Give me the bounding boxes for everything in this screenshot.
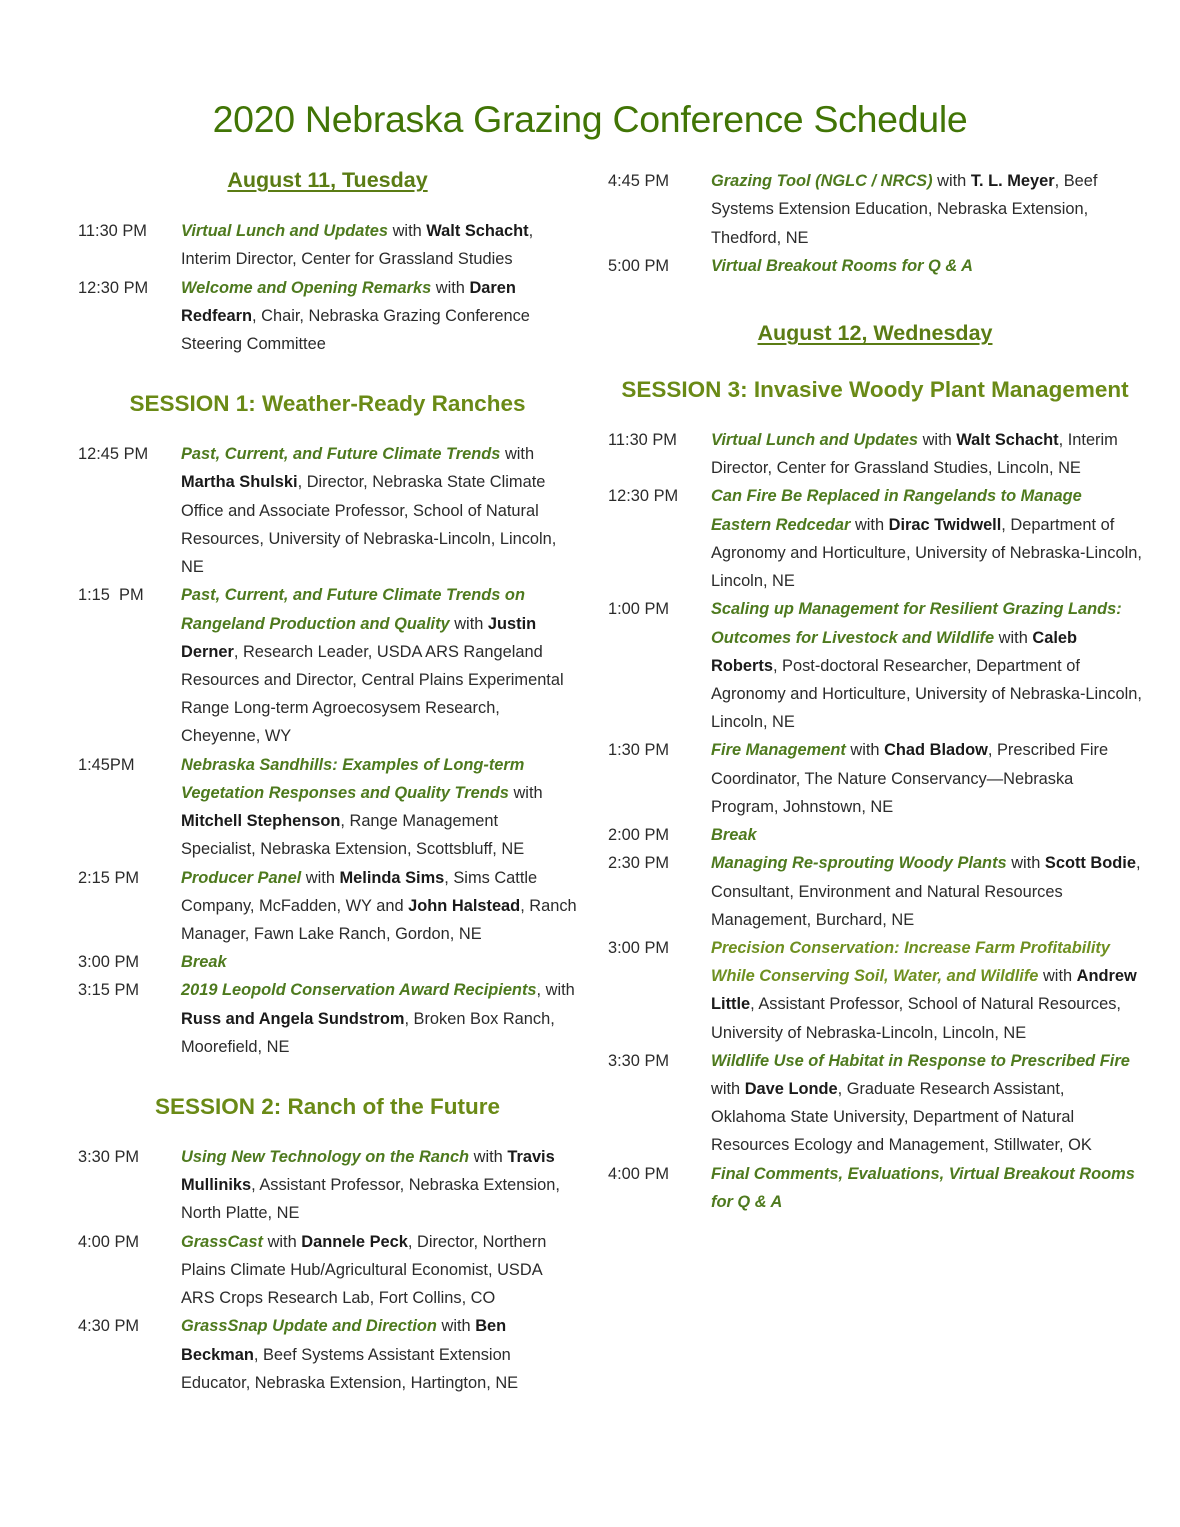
two-column-layout: [0, 167, 1180, 1397]
schedule-entry: [608, 934, 1142, 1047]
entry-time: 2:00 PM: [608, 826, 670, 845]
entry-title: Past, Current, and Future Climate Trends on Rangeland Production and Quality: [181, 586, 525, 633]
entry-speaker-name: T. L. Meyer: [970, 172, 1055, 191]
entry-affiliation-secondary: , Ranch Manager, Fawn Lake Ranch, Gordon, NE: [181, 896, 577, 943]
schedule-entry: [608, 167, 1142, 252]
entry-list-day1-morning: [78, 217, 577, 358]
schedule-entry: [608, 595, 1142, 736]
entry-time: 11:30 PM: [608, 431, 677, 449]
entry-speaker-name-secondary: John Halstead: [408, 896, 521, 915]
entry-time: 5:00 PM: [608, 256, 670, 275]
entry-title: Virtual Breakout Rooms for Q & A: [711, 256, 973, 275]
entry-speaker-name: Martha Shulski: [181, 473, 298, 492]
schedule-entry: [608, 252, 1142, 280]
entry-with-label: with: [845, 741, 885, 760]
entry-title: Fire Management: [711, 741, 846, 760]
entry-with-label: with: [436, 1317, 476, 1336]
schedule-entry: [608, 736, 1142, 821]
entry-with-label: with: [449, 614, 488, 633]
entry-body: [711, 426, 1142, 482]
entry-with-label: with: [469, 1147, 508, 1166]
entry-body: [181, 864, 577, 949]
entry-affiliation: , Beef Systems Assistant Extension Educator, Nebraska Extension, Hartington, NE: [181, 1345, 519, 1392]
session-heading-2: SESSION 2: Ranch of the Future: [154, 1094, 501, 1120]
entry-body: [181, 217, 577, 273]
entry-with-label: with: [301, 868, 340, 887]
entry-with-label: with: [500, 445, 535, 464]
entry-title: Welcome and Opening Remarks: [181, 278, 432, 297]
entry-title: Scaling up Management for Resilient Grazing Lands: Outcomes for Livestock and Wildlife: [711, 600, 1122, 647]
entry-body: [181, 948, 577, 976]
entry-body: [711, 482, 1142, 595]
entry-speaker-name: Dirac Twidwell: [888, 515, 1002, 534]
entry-speaker-name: Ben Beckman: [181, 1317, 507, 1364]
entry-affiliation: , Chair, Nebraska Grazing Conference Steering Committee: [181, 306, 530, 354]
entry-time: 12:45 PM: [78, 445, 149, 464]
entry-speaker-name: Chad Bladow: [884, 741, 988, 760]
entry-affiliation: , Beef Systems Extension Education, Nebraska Extension, Thedford, NE: [711, 172, 1098, 247]
entry-body: [711, 1047, 1142, 1160]
entry-time: 11:30 PM: [78, 222, 147, 241]
entry-title: GrassCast: [181, 1232, 264, 1251]
entry-title: Virtual Lunch and Updates: [711, 431, 919, 449]
entry-body: [711, 252, 1142, 280]
entry-body: [711, 167, 1142, 252]
entry-affiliation: , Interim Director, Center for Grassland Studies: [181, 222, 534, 269]
entry-affiliation: , Director, Nebraska State Climate Office and Associate Professor, School of Natural Resources, University of Nebraska-Lincoln, Lincoln, NE: [181, 473, 557, 577]
entry-speaker-name: Dave Londe: [744, 1080, 838, 1099]
entry-time: 3:00 PM: [78, 953, 140, 972]
entry-list-session-1: [78, 440, 577, 1061]
schedule-entry: [78, 274, 577, 359]
entry-body: [711, 1160, 1142, 1216]
schedule-entry: [78, 976, 577, 1061]
entry-with-label: with: [711, 1080, 745, 1099]
entry-speaker-name: Justin Derner: [181, 614, 537, 661]
entry-body: [181, 440, 577, 581]
entry-body: [181, 751, 577, 864]
entry-title: Past, Current, and Future Climate Trends: [181, 445, 501, 464]
schedule-entry: [78, 1143, 577, 1228]
entry-title: Precision Conservation: Increase Farm Profitability While Conserving Soil, Water, and Wildlife: [711, 938, 1110, 986]
schedule-entry: [78, 948, 577, 976]
entry-body: [711, 934, 1142, 1047]
entry-affiliation: , Assistant Professor, Nebraska Extension, North Platte, NE: [181, 1176, 560, 1223]
entry-time: 4:45 PM: [608, 172, 670, 191]
entry-body: [711, 821, 1142, 849]
entry-speaker-name: Dannele Peck: [301, 1232, 408, 1251]
date-heading-august-12: August 12, Wednesday: [757, 321, 993, 346]
entry-body: [181, 1143, 577, 1228]
entry-time: 4:00 PM: [78, 1232, 140, 1251]
entry-time: 4:00 PM: [608, 1164, 670, 1183]
schedule-entry: [78, 581, 577, 750]
entry-time: 1:30 PM: [608, 741, 670, 760]
entry-speaker-name: Travis Mulliniks: [181, 1147, 555, 1195]
schedule-entry: [78, 440, 577, 581]
entry-affiliation: , Prescribed Fire Coordinator, The Nature Conservancy—Nebraska Program, Johnstown, NE: [711, 741, 1109, 816]
schedule-entry: [608, 1160, 1142, 1216]
entry-time: 3:30 PM: [608, 1051, 670, 1070]
entry-speaker-name: Walt Schacht: [426, 222, 529, 241]
entry-title: Virtual Lunch and Updates: [181, 222, 389, 241]
entry-affiliation: , Post-doctoral Researcher, Department of Agronomy and Horticulture, University of Nebraska-Lincoln, Lincoln, NE: [711, 656, 1142, 732]
schedule-entry: [78, 1312, 577, 1397]
entry-with-label: with: [1038, 967, 1077, 986]
entry-time: 1:00 PM: [608, 600, 670, 619]
entry-affiliation: , Sims Cattle Company, McFadden, WY and: [181, 868, 538, 915]
entry-list-session-2: [78, 1143, 577, 1397]
entry-time: 3:00 PM: [608, 938, 670, 957]
schedule-entry: [78, 217, 577, 273]
entry-speaker-name: Andrew Little: [711, 967, 1137, 1014]
entry-affiliation: , Range Management Specialist, Nebraska Extension, Scottsbluff, NE: [181, 812, 525, 859]
entry-time: 4:30 PM: [78, 1317, 140, 1336]
entry-with-label: with: [994, 628, 1033, 647]
entry-affiliation: , Broken Box Ranch, Moorefield, NE: [181, 1009, 555, 1056]
entry-affiliation: , Graduate Research Assistant, Oklahoma State University, Department of Natural Resources Ecology and Management, Stillwater, OK: [711, 1080, 1092, 1155]
entry-body: [181, 1228, 577, 1313]
schedule-entry: [608, 821, 1142, 849]
entry-title: Nebraska Sandhills: Examples of Long-term Vegetation Responses and Quality Trends: [181, 755, 525, 802]
entry-list-day1-continued: [608, 167, 1142, 280]
entry-time: 1:15 PM: [78, 586, 144, 605]
entry-speaker-name: Mitchell Stephenson: [181, 812, 341, 831]
entry-title: Break: [181, 953, 227, 972]
entry-body: [181, 581, 577, 750]
entry-body: [181, 976, 577, 1061]
entry-with-label: with: [918, 431, 957, 449]
right-column: [595, 167, 1180, 1216]
entry-title: Using New Technology on the Ranch: [181, 1147, 470, 1166]
schedule-entry: [608, 849, 1142, 934]
entry-speaker-name: Melinda Sims: [339, 868, 445, 887]
entry-time: 2:15 PM: [78, 868, 140, 887]
page-title: 2020 Nebraska Grazing Conference Schedule: [212, 98, 968, 140]
entry-time: 1:45PM: [78, 755, 135, 774]
entry-time: 3:15 PM: [78, 981, 140, 1000]
entry-title: Wildlife Use of Habitat in Response to Prescribed Fire: [711, 1051, 1130, 1070]
schedule-entry: [608, 426, 1142, 482]
entry-body: [711, 595, 1142, 736]
entry-with-label: with: [263, 1232, 302, 1251]
entry-time: 2:30 PM: [608, 854, 670, 873]
entry-title: Break: [711, 826, 757, 845]
entry-speaker-name: Russ and Angela Sundstrom: [181, 1009, 405, 1028]
entry-with-label: with: [932, 172, 971, 191]
entry-time: 12:30 PM: [78, 278, 149, 297]
entry-time: 12:30 PM: [608, 487, 679, 506]
entry-affiliation: , Department of Agronomy and Horticulture, University of Nebraska-Lincoln, Lincoln, NE: [711, 515, 1142, 591]
entry-with-label: with: [850, 515, 889, 534]
entry-affiliation: , Assistant Professor, School of Natural Resources, University of Nebraska-Lincoln, Lincoln, NE: [711, 995, 1121, 1042]
entry-body: [711, 736, 1142, 821]
entry-list-session-3: [608, 426, 1142, 1216]
entry-title: Final Comments, Evaluations, Virtual Breakout Rooms for Q & A: [711, 1164, 1135, 1211]
entry-time: 3:30 PM: [78, 1147, 140, 1166]
entry-affiliation: , Research Leader, USDA ARS Rangeland Resources and Director, Central Plains Experimental Range Long-term Agroecosysem Research, Cheyenne, WY: [181, 642, 564, 746]
entry-affiliation: , Director, Northern Plains Climate Hub/Agricultural Economist, USDA ARS Crops Research Lab, Fort Collins, CO: [181, 1232, 547, 1308]
schedule-entry: [608, 1047, 1142, 1160]
schedule-entry: [78, 751, 577, 864]
left-column: [0, 167, 595, 1397]
session-heading-1: SESSION 1: Weather-Ready Ranches: [129, 391, 526, 417]
entry-title: 2019 Leopold Conservation Award Recipients: [181, 981, 537, 1000]
entry-speaker-name: Walt Schacht: [956, 431, 1059, 449]
entry-body: [711, 849, 1142, 934]
entry-body: [181, 274, 577, 359]
entry-title: Producer Panel: [181, 868, 302, 887]
schedule-entry: [608, 482, 1142, 595]
schedule-entry: [78, 864, 577, 949]
entry-speaker-name: Caleb Roberts: [711, 628, 1078, 675]
entry-affiliation: , Consultant, Environment and Natural Resources Management, Burchard, NE: [711, 854, 1141, 929]
entry-title: Can Fire Be Replaced in Rangelands to Manage Eastern Redcedar: [711, 487, 1082, 534]
entry-speaker-name: Scott Bodie: [1044, 854, 1136, 873]
entry-speaker-name: Daren Redfearn: [181, 278, 516, 325]
date-heading-august-11: August 11, Tuesday: [227, 168, 428, 193]
entry-with-label: with: [1006, 854, 1045, 873]
schedule-entry: [78, 1228, 577, 1313]
entry-title: Grazing Tool (NGLC / NRCS): [711, 172, 933, 191]
session-heading-3: SESSION 3: Invasive Woody Plant Management: [621, 377, 1129, 403]
entry-with-label: with: [431, 278, 470, 297]
entry-body: [181, 1312, 577, 1397]
entry-with-label: with: [508, 783, 543, 802]
entry-with-label: with: [388, 222, 427, 241]
entry-affiliation: , Interim Director, Center for Grassland Studies, Lincoln, NE: [711, 431, 1118, 478]
entry-with-label: , with: [536, 981, 575, 1000]
entry-title: Managing Re-sprouting Woody Plants: [711, 854, 1007, 873]
entry-title: GrassSnap Update and Direction: [181, 1317, 437, 1336]
